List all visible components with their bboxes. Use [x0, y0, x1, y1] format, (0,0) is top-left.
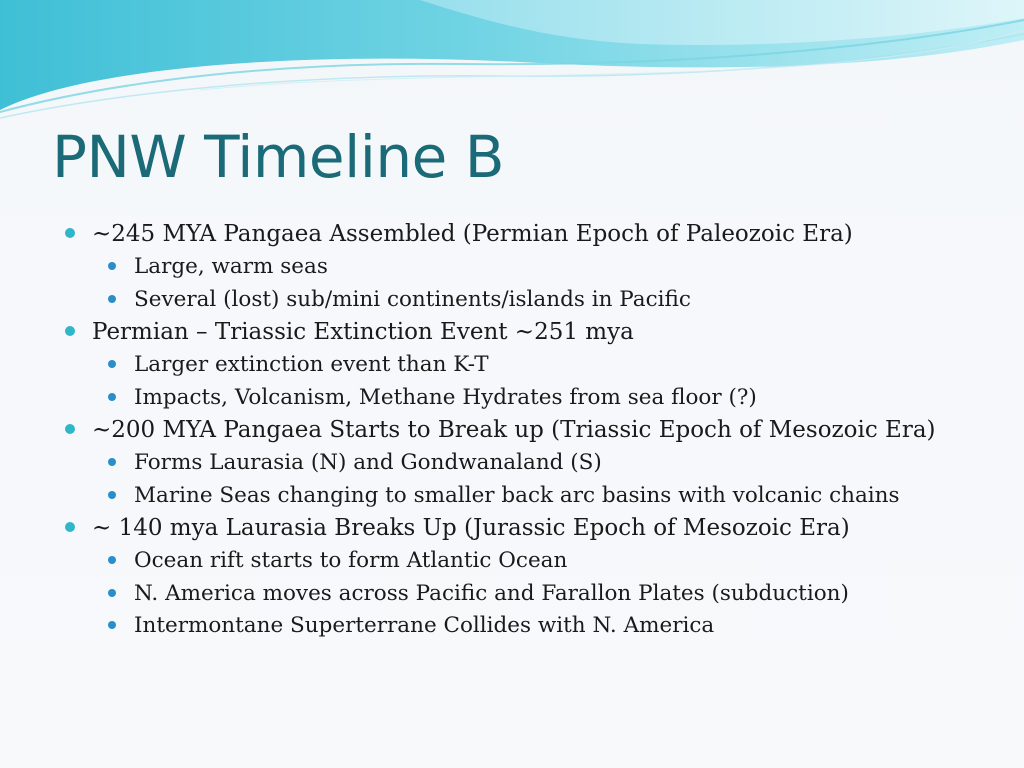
sub-bullet-text: Marine Seas changing to smaller back arc basins with volcanic chains: [134, 482, 900, 508]
sub-bullet-dot-icon: [108, 621, 116, 629]
sub-bullet-dot-icon: [108, 295, 116, 303]
sub-bullet-item: [60, 382, 1010, 415]
bullet-text: ~ 140 mya Laurasia Breaks Up (Jurassic Epoch of Mesozoic Era): [92, 515, 850, 541]
sub-bullet-item: [60, 251, 1010, 284]
bullet-item: [60, 512, 1010, 545]
decorative-wave-banner: [0, 0, 1024, 130]
sub-bullet-item: [60, 610, 1010, 643]
bullet-item: [60, 414, 1010, 447]
bullet-list: [60, 218, 1010, 643]
sub-bullet-text: Forms Laurasia (N) and Gondwanaland (S): [134, 450, 602, 475]
sub-bullet-text: Large, warm seas: [134, 254, 328, 279]
bullet-dot-icon: [65, 326, 75, 336]
bullet-dot-icon: [65, 522, 75, 532]
sub-bullet-text: Intermontane Superterrane Collides with N. America: [134, 613, 715, 638]
sub-bullet-dot-icon: [108, 262, 116, 270]
sub-bullet-dot-icon: [108, 360, 116, 368]
bullet-text: Permian – Triassic Extinction Event ~251 mya: [92, 319, 634, 345]
sub-bullet-text: Larger extinction event than K-T: [134, 352, 489, 377]
bullet-dot-icon: [65, 424, 75, 434]
sub-bullet-dot-icon: [108, 491, 116, 499]
sub-bullet-dot-icon: [108, 556, 116, 564]
sub-bullet-dot-icon: [108, 458, 116, 466]
sub-bullet-text: Several (lost) sub/mini continents/islands in Pacific: [134, 286, 691, 312]
sub-bullet-item: [60, 284, 1010, 317]
sub-bullet-item: [60, 578, 1010, 611]
bullet-text: ~245 MYA Pangaea Assembled (Permian Epoch of Paleozoic Era): [92, 221, 853, 247]
bullet-dot-icon: [65, 228, 75, 238]
sub-bullet-item: [60, 545, 1010, 578]
slide-title: PNW Timeline B: [52, 123, 504, 191]
sub-bullet-item: [60, 349, 1010, 382]
sub-bullet-text: Ocean rift starts to form Atlantic Ocean: [134, 548, 568, 573]
bullet-item: [60, 218, 1010, 251]
sub-bullet-text: Impacts, Volcanism, Methane Hydrates from sea floor (?): [134, 384, 757, 410]
sub-bullet-dot-icon: [108, 393, 116, 401]
sub-bullet-item: [60, 480, 1010, 513]
sub-bullet-text: N. America moves across Pacific and Farallon Plates (subduction): [134, 580, 849, 606]
sub-bullet-item: [60, 447, 1010, 480]
sub-bullet-dot-icon: [108, 589, 116, 597]
bullet-text: ~200 MYA Pangaea Starts to Break up (Triassic Epoch of Mesozoic Era): [92, 417, 936, 443]
bullet-item: [60, 316, 1010, 349]
